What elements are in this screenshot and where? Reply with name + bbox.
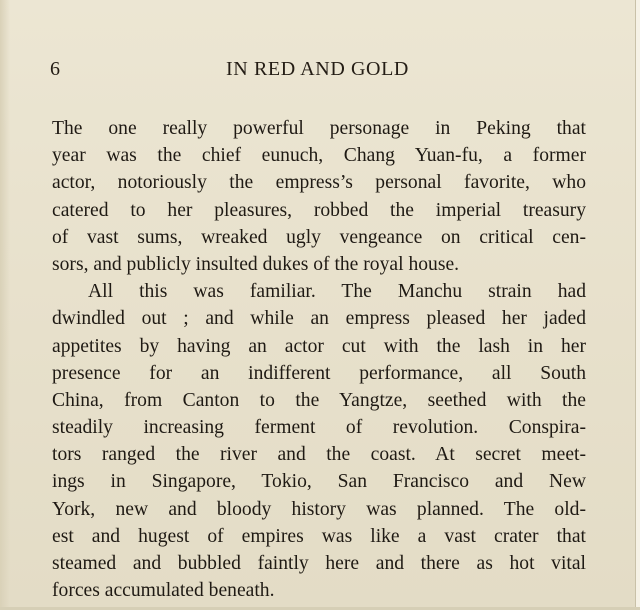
page-number: 6 [50,58,61,80]
text-line: actor, notoriously the empress’s personal favorite, who [52,172,586,194]
text-line: steamed and bubbled faintly here and there as hot vital [52,553,586,574]
text-line: forces accumulated beneath. [52,580,275,602]
text-line: catered to her pleasures, robbed the imperial treasury [52,199,586,221]
running-head: IN RED AND GOLD [226,58,409,80]
text-line: appetites by having an actor cut with the lash in her [52,335,586,357]
page-right-edge [635,0,640,610]
text-line: sors, and publicly insulted dukes of the royal house. [52,253,460,275]
paragraph-1 [52,115,586,278]
page-header [50,58,585,86]
text-line: The one really powerful personage in Peking that [52,118,586,139]
text-line: tors ranged the river and the coast. At secret meet- [52,444,586,466]
text-line: All this was familiar. The Manchu strain had [88,281,586,303]
body-text [52,115,586,604]
text-line: China, from Canton to the Yangtze, seethed with the [52,389,586,411]
text-line: steadily increasing ferment of revolution. Conspira- [52,417,586,439]
text-line: presence for an indifferent performance, all South [52,362,586,384]
text-line: est and hugest of empires was like a vast crater that [52,525,586,547]
text-line: of vast sums, wreaked ugly vengeance on critical cen- [52,226,586,248]
page-left-shadow [0,0,10,610]
text-line: York, new and bloody history was planned. The old- [52,498,586,520]
text-line: year was the chief eunuch, Chang Yuan-fu, a former [52,145,586,167]
text-line: ings in Singapore, Tokio, San Francisco and New [52,471,586,493]
paragraph-2 [52,278,586,604]
text-line: dwindled out ; and while an empress pleased her jaded [52,308,586,330]
